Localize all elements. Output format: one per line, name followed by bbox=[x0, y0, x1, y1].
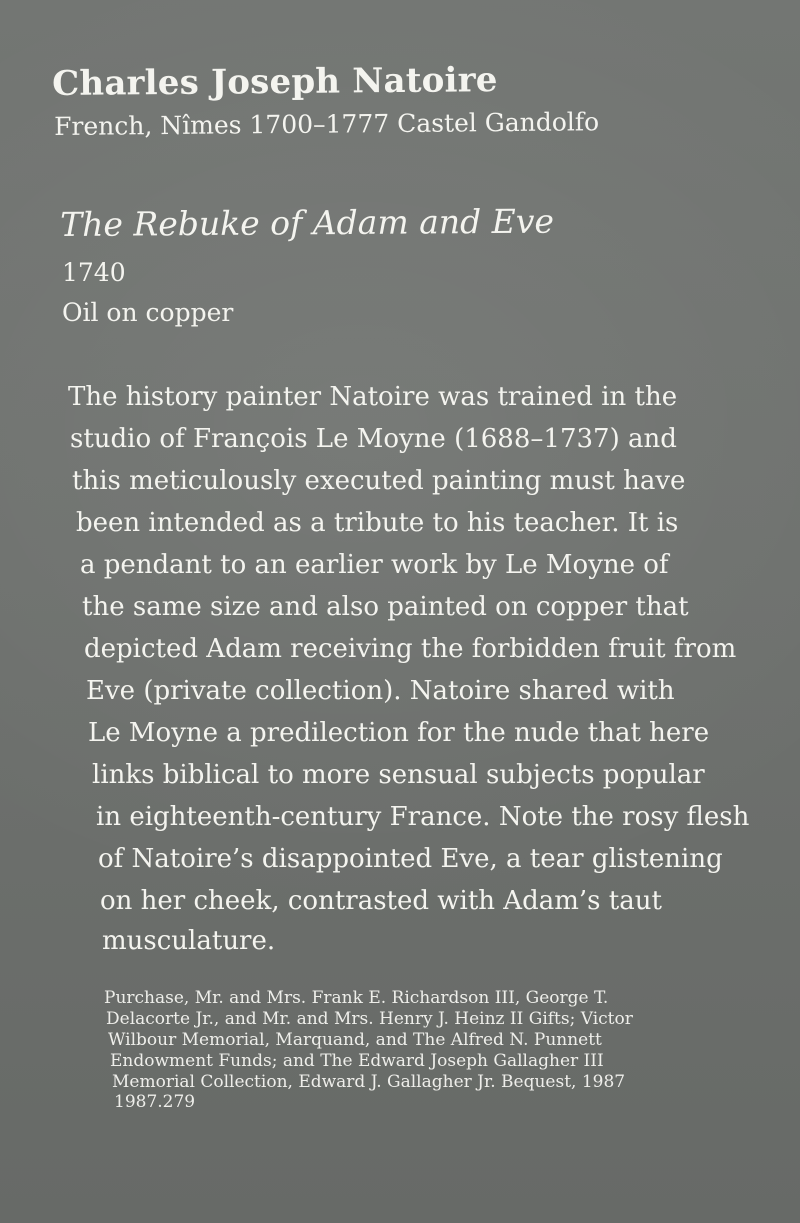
description-line: The history painter Natoire was trained in the bbox=[68, 382, 678, 412]
credit-text-line: Delacorte Jr., and Mr. and Mrs. Henry J. Heinz II Gifts; Victor bbox=[106, 1009, 633, 1029]
description-line: links biblical to more sensual subjects popular bbox=[92, 760, 705, 790]
description-line: depicted Adam receiving the forbidden fruit from bbox=[84, 634, 737, 664]
description-line: on her cheek, contrasted with Adam’s taut bbox=[100, 886, 662, 916]
description-line: of Natoire’s disappointed Eve, a tear glistening bbox=[98, 844, 723, 874]
artist-name: Charles Joseph Natoire bbox=[52, 60, 498, 104]
description-line: Eve (private collection). Natoire shared with bbox=[86, 676, 675, 706]
work-medium: Oil on copper bbox=[62, 298, 234, 327]
work-title: The Rebuke of Adam and Eve bbox=[60, 201, 555, 244]
credit-text-line: Purchase, Mr. and Mrs. Frank E. Richardson III, George T. bbox=[104, 988, 609, 1008]
credit-text-line: Endowment Funds; and The Edward Joseph Gallagher III bbox=[110, 1051, 604, 1071]
credit-text-line: Memorial Collection, Edward J. Gallagher Jr. Bequest, 1987 bbox=[112, 1072, 626, 1092]
description-line: studio of François Le Moyne (1688–1737) and bbox=[70, 424, 677, 454]
artist-bio: French, Nîmes 1700–1777 Castel Gandolfo bbox=[54, 107, 600, 141]
description-line: a pendant to an earlier work by Le Moyne of bbox=[80, 550, 669, 580]
description-line: the same size and also painted on copper that bbox=[82, 592, 689, 622]
work-date: 1740 bbox=[62, 258, 126, 287]
description-line: this meticulously executed painting must have bbox=[72, 466, 686, 496]
description-line: Le Moyne a predilection for the nude that here bbox=[88, 718, 710, 748]
description-line: in eighteenth-century France. Note the rosy flesh bbox=[96, 802, 750, 832]
description-line: musculature. bbox=[102, 926, 276, 956]
description-line: been intended as a tribute to his teacher. It is bbox=[76, 508, 679, 538]
credit-text-line: Wilbour Memorial, Marquand, and The Alfred N. Punnett bbox=[108, 1030, 602, 1050]
accession-number: 1987.279 bbox=[114, 1092, 196, 1112]
